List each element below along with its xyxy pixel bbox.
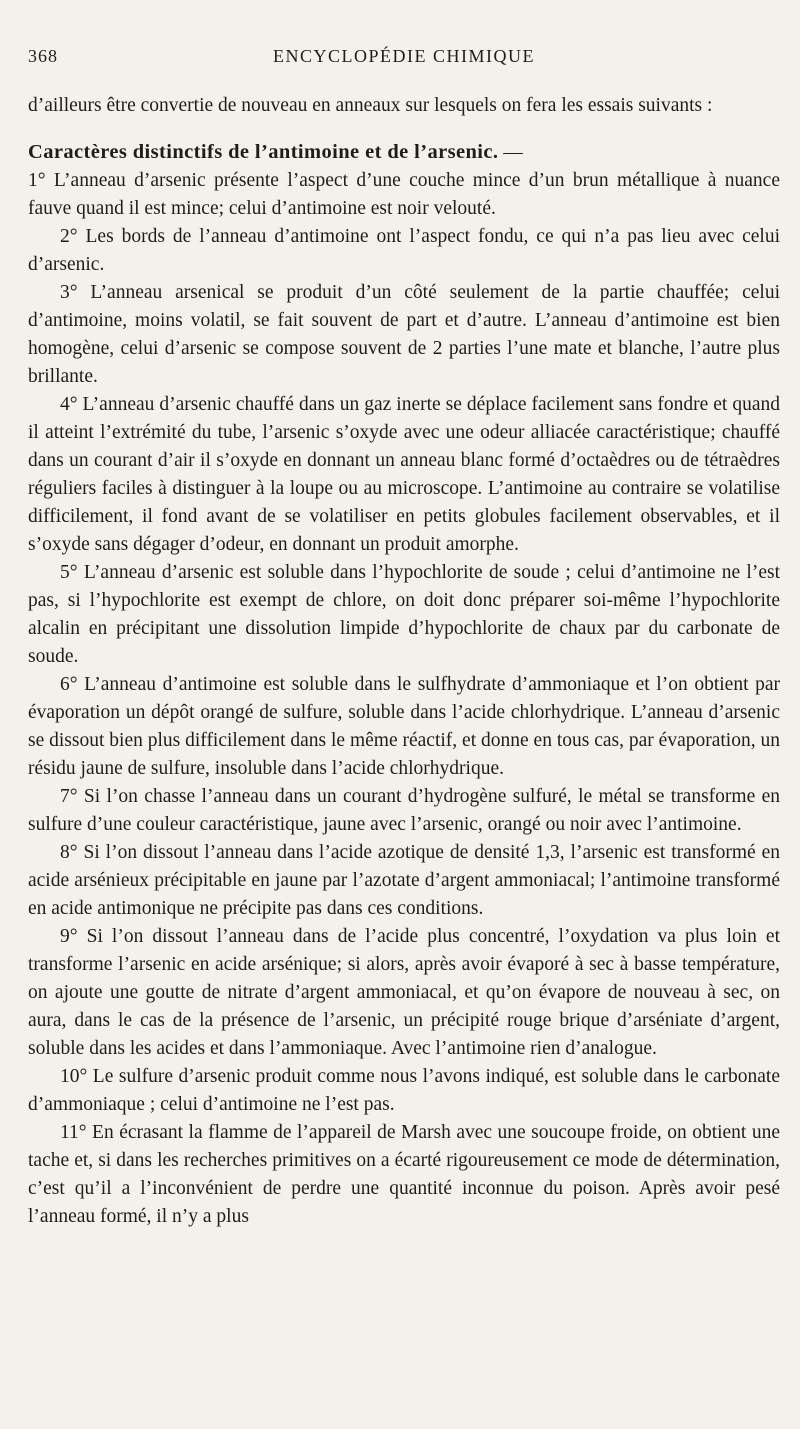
item-2: 2° Les bords de l’anneau d’antimoine ont l’aspect fondu, ce qui n’a pas lieu avec celui d’arsenic. <box>28 226 780 275</box>
item-6: 6° L’anneau d’antimoine est soluble dans le sulfhydrate d’ammoniaque et l’on obtient par évaporation un dépôt orangé de sulfure, soluble dans l’acide chlorhydrique. L’anneau d’arsenic se dissout bien plus difficilement dans le même réactif, et donne en tous cas, par évaporation, un résidu jaune de sulfure, insoluble dans l’acide chlorhydrique. <box>28 674 780 779</box>
intro-paragraph: d’ailleurs être convertie de nouveau en anneaux sur lesquels on fera les essais suivants : <box>28 95 713 116</box>
item-3: 3° L’anneau arsenical se produit d’un côté seulement de la partie chauffée; celui d’antimoine, moins volatil, se fait souvent de part et d’autre. L’anneau d’antimoine est bien homogène, celui d’arsenic se compose souvent de 2 parties l’une mate et blanche, l’autre plus brillante. <box>28 282 780 387</box>
page-number: 368 <box>28 46 58 66</box>
item-11: 11° En écrasant la flamme de l’appareil de Marsh avec une soucoupe froide, on obtient une tache et, si dans les recherches primitives on a écarté rigoureusement ce mode de détermination, c’est qu’il a l’inconvénient de perdre une quantité inconnue du poison. Après avoir pesé l’anneau formé, il n’y a plus <box>28 1122 780 1227</box>
section-heading <box>28 138 780 167</box>
running-title: ENCYCLOPÉDIE CHIMIQUE <box>273 46 535 66</box>
body-text <box>28 92 780 1231</box>
page-header <box>28 44 780 74</box>
item-1: 1° L’anneau d’arsenic présente l’aspect d’une couche mince d’un brun métallique à nuance fauve quand il est mince; celui d’antimoine est noir velouté. <box>28 170 780 219</box>
book-page <box>28 44 780 1231</box>
item-10: 10° Le sulfure d’arsenic produit comme nous l’avons indiqué, est soluble dans le carbonate d’ammoniaque ; celui d’antimoine ne l’est pas. <box>28 1066 780 1115</box>
item-8: 8° Si l’on dissout l’anneau dans l’acide azotique de densité 1,3, l’arsenic est transformé en acide arsénieux précipitable en jaune par l’azotate d’argent ammoniacal; l’antimoine transformé en acide antimonique ne précipite pas dans ces conditions. <box>28 842 780 919</box>
item-9: 9° Si l’on dissout l’anneau dans de l’acide plus concentré, l’oxydation va plus loin et transforme l’arsenic en acide arsénique; si alors, après avoir évaporé à sec à basse température, on ajoute une goutte de nitrate d’argent ammoniacal, et qu’on évapore de nouveau à sec, on aura, dans le cas de la présence de l’arsenic, un précipité rouge brique d’arséniate d’argent, soluble dans les acides et dans l’ammoniaque. Avec l’antimoine rien d’analogue. <box>28 926 780 1059</box>
section-dash: — <box>498 142 523 163</box>
item-5: 5° L’anneau d’arsenic est soluble dans l’hypochlorite de soude ; celui d’antimoine ne l’est pas, si l’hypochlorite est exempt de chlore, on doit donc préparer soi-même l’hypochlorite alcalin en précipitant une dissolution limpide d’hypochlorite de chaux par du carbonate de soude. <box>28 562 780 667</box>
section-title: Caractères distinctifs de l’antimoine et de l’arsenic. <box>28 141 499 163</box>
item-4: 4° L’anneau d’arsenic chauffé dans un gaz inerte se déplace facilement sans fondre et quand il atteint l’extrémité du tube, l’arsenic s’oxyde avec une odeur alliacée caractéristique; chauffé dans un courant d’air il s’oxyde en donnant un anneau blanc formé d’octaèdres ou de tétraèdres réguliers faciles à distinguer à la loupe ou au microscope. L’antimoine au contraire se volatilise difficilement, il fond avant de se volatiliser en petits globules facilement observables, et il s’oxyde sans dégager d’odeur, en donnant un produit amorphe. <box>28 394 780 555</box>
item-7: 7° Si l’on chasse l’anneau dans un courant d’hydrogène sulfuré, le métal se transforme en sulfure d’une couleur caractéristique, jaune avec l’arsenic, orangé ou noir avec l’antimoine. <box>28 786 780 835</box>
